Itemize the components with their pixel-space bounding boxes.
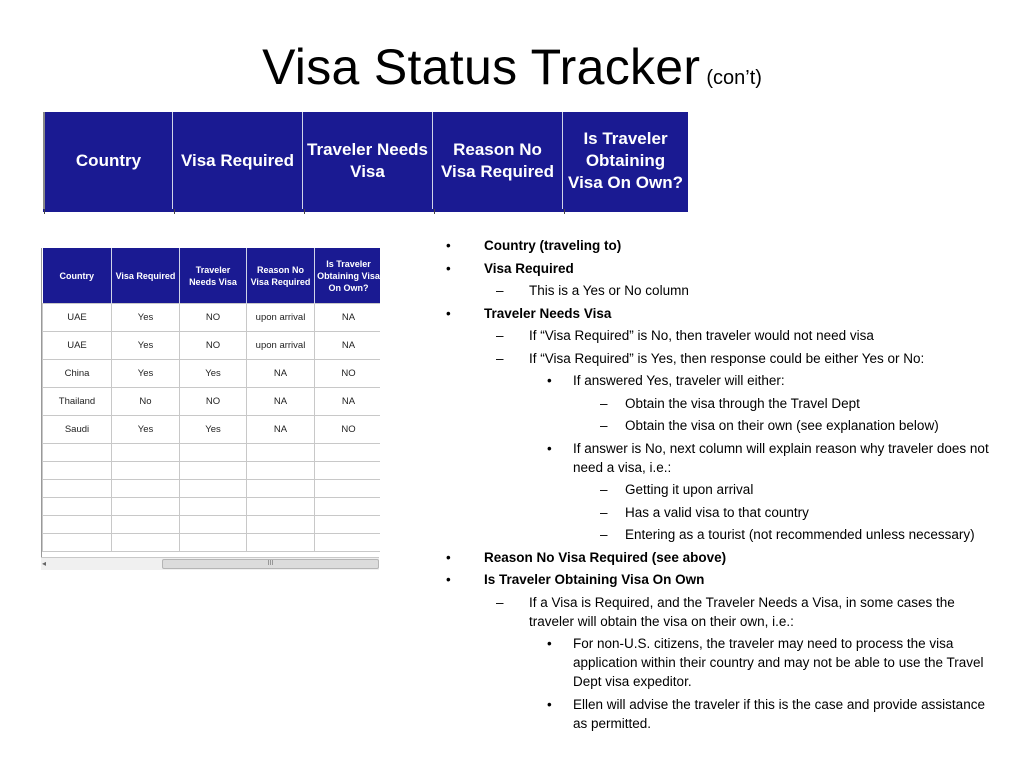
table-cell[interactable] <box>43 444 112 462</box>
table-header-cell: Visa Required <box>112 248 180 304</box>
bullet-visa-required-sub: – This is a Yes or No column <box>496 283 689 298</box>
table-cell[interactable]: NO <box>315 416 381 444</box>
table-cell[interactable] <box>247 444 315 462</box>
table-cell[interactable] <box>315 534 381 552</box>
bullet-ob-b: • Ellen will advise the traveler if this is the case and provide assistance as permitted. <box>547 696 985 731</box>
bullet-obtaining: • Is Traveler Obtaining Visa On Own <box>446 572 705 587</box>
table-row <box>43 304 381 332</box>
table-cell[interactable]: NA <box>315 332 381 360</box>
bullet-icon: • <box>446 572 451 587</box>
bullet-icon: • <box>547 696 552 712</box>
dash-icon: – <box>600 395 608 411</box>
table-cell[interactable] <box>43 534 112 552</box>
bullet-icon: • <box>547 636 552 651</box>
table-cell[interactable]: China <box>43 360 112 388</box>
bullet-tn-no-b: – Has a valid visa to that country <box>600 504 809 520</box>
header-visa-required: Visa Required <box>173 112 303 209</box>
dash-icon: – <box>600 504 608 520</box>
table-cell[interactable] <box>112 480 180 498</box>
bullet-tn-yes-a: – Obtain the visa through the Travel Dept <box>600 395 860 411</box>
bullet-icon: • <box>446 238 451 253</box>
table-cell[interactable]: Yes <box>180 360 247 388</box>
bullet-tn-sub2: – If “Visa Required” is Yes, then response could be either Yes or No: <box>496 350 925 366</box>
table-cell[interactable] <box>315 480 381 498</box>
table-cell[interactable]: NO <box>180 304 247 332</box>
table-row-empty <box>43 480 381 498</box>
table-cell[interactable] <box>180 498 247 516</box>
bullet-tn-yes: • If answered Yes, traveler will either: <box>547 373 785 388</box>
table-cell[interactable]: Yes <box>112 416 180 444</box>
bullet-tn-no-c: – Entering as a tourist (not recommended unless necessary) <box>600 527 975 542</box>
table-cell[interactable]: NA <box>247 360 315 388</box>
bullet-reason: • Reason No Visa Required (see above) <box>446 549 727 565</box>
scroll-thumb[interactable]: III <box>162 559 379 569</box>
table-cell[interactable] <box>247 534 315 552</box>
table-cell[interactable]: Yes <box>112 304 180 332</box>
header-traveler-needs-visa: Traveler Needs Visa <box>303 112 433 209</box>
table-cell[interactable]: NA <box>247 416 315 444</box>
table-cell[interactable] <box>247 516 315 534</box>
bullet-icon: • <box>547 373 552 388</box>
table-cell[interactable] <box>43 516 112 534</box>
table-cell[interactable] <box>315 462 381 480</box>
table-cell[interactable] <box>180 516 247 534</box>
table-cell[interactable]: upon arrival <box>247 304 315 332</box>
dash-icon: – <box>496 283 504 298</box>
table-cell[interactable] <box>43 462 112 480</box>
dash-icon: – <box>600 418 608 433</box>
horizontal-scrollbar[interactable] <box>41 557 379 570</box>
table-cell[interactable] <box>112 444 180 462</box>
bullet-icon: • <box>547 440 552 456</box>
bullet-tn-no-a: – Getting it upon arrival <box>600 482 754 497</box>
table-row-empty <box>43 498 381 516</box>
table-cell[interactable]: NO <box>315 360 381 388</box>
table-cell[interactable] <box>247 480 315 498</box>
table-cell[interactable]: Saudi <box>43 416 112 444</box>
scroll-left-arrow-icon[interactable]: ◂ <box>42 559 47 568</box>
table-cell[interactable] <box>247 462 315 480</box>
table-cell[interactable] <box>180 534 247 552</box>
table-cell[interactable] <box>112 462 180 480</box>
table-cell[interactable]: NO <box>180 388 247 416</box>
table-cell[interactable]: UAE <box>43 332 112 360</box>
header-country: Country <box>43 112 173 209</box>
table-cell[interactable] <box>180 444 247 462</box>
table-row <box>43 416 381 444</box>
table-header-cell: Country <box>43 248 112 304</box>
table-row-empty <box>43 444 381 462</box>
table-cell[interactable] <box>315 516 381 534</box>
table-cell[interactable]: Yes <box>112 332 180 360</box>
bullet-traveler-needs: • Traveler Needs Visa <box>446 305 612 321</box>
tracker-table <box>42 248 380 552</box>
table-cell[interactable] <box>112 498 180 516</box>
table-cell[interactable]: upon arrival <box>247 332 315 360</box>
table-header-cell: Reason No Visa Required <box>247 248 315 304</box>
bullet-icon: • <box>446 260 451 276</box>
table-cell[interactable] <box>315 498 381 516</box>
table-cell[interactable]: Thailand <box>43 388 112 416</box>
dash-icon: – <box>600 482 608 497</box>
bullet-country: • Country (traveling to) <box>446 238 622 253</box>
table-row-empty <box>43 534 381 552</box>
table-cell[interactable]: No <box>112 388 180 416</box>
title-suffix: (con’t) <box>706 67 762 89</box>
table-cell[interactable]: Yes <box>112 360 180 388</box>
table-cell[interactable]: Yes <box>180 416 247 444</box>
table-cell[interactable]: NA <box>247 388 315 416</box>
table-cell[interactable] <box>43 498 112 516</box>
title-text: Visa Status Tracker <box>262 39 701 95</box>
table-cell[interactable] <box>247 498 315 516</box>
table-cell[interactable]: NA <box>315 304 381 332</box>
bullet-tn-yes-b: – Obtain the visa on their own (see explanation below) <box>600 418 939 433</box>
bullet-icon: • <box>446 305 451 321</box>
bullet-tn-sub1: – If “Visa Required” is No, then traveler would not need visa <box>496 328 874 343</box>
dash-icon: – <box>496 328 504 343</box>
table-row <box>43 388 381 416</box>
table-row-empty <box>43 516 381 534</box>
explanation-bullets <box>440 236 1010 736</box>
bullet-tn-no: • If answer is No, next column will explain reason why traveler does not need a visa, i.e.: <box>547 440 989 475</box>
table-row <box>43 360 381 388</box>
table-cell[interactable]: UAE <box>43 304 112 332</box>
table-row-empty <box>43 462 381 480</box>
table-cell[interactable] <box>180 462 247 480</box>
table-header-cell: Is Traveler Obtaining Visa On Own? <box>315 248 381 304</box>
slide-title <box>0 38 1024 96</box>
tracker-spreadsheet <box>41 248 380 570</box>
table-cell[interactable] <box>112 516 180 534</box>
bullet-ob-a: • For non-U.S. citizens, the traveler may need to process the visa application within their country and may not be able to use the Travel Dept visa expeditor. <box>547 636 984 689</box>
table-row <box>43 332 381 360</box>
table-cell[interactable]: NA <box>315 388 381 416</box>
header-obtaining-own: Is Traveler Obtaining Visa On Own? <box>568 128 683 192</box>
table-cell[interactable] <box>43 480 112 498</box>
dash-icon: – <box>496 594 504 610</box>
header-reason-no-visa: Reason No Visa Required <box>433 112 563 209</box>
table-header-row <box>43 248 381 304</box>
dash-icon: – <box>600 527 608 542</box>
table-cell[interactable] <box>315 444 381 462</box>
table-cell[interactable]: NO <box>180 332 247 360</box>
bullet-visa-required: • Visa Required <box>446 260 574 276</box>
tracker-header-band <box>43 112 688 212</box>
table-cell[interactable] <box>180 480 247 498</box>
bullet-ob-sub: – If a Visa is Required, and the Traveler Needs a Visa, in some cases the traveler will obtain the visa on their own, i.e.: <box>496 594 955 629</box>
table-cell[interactable] <box>112 534 180 552</box>
bullet-icon: • <box>446 549 451 565</box>
dash-icon: – <box>496 350 504 366</box>
table-header-cell: Traveler Needs Visa <box>180 248 247 304</box>
